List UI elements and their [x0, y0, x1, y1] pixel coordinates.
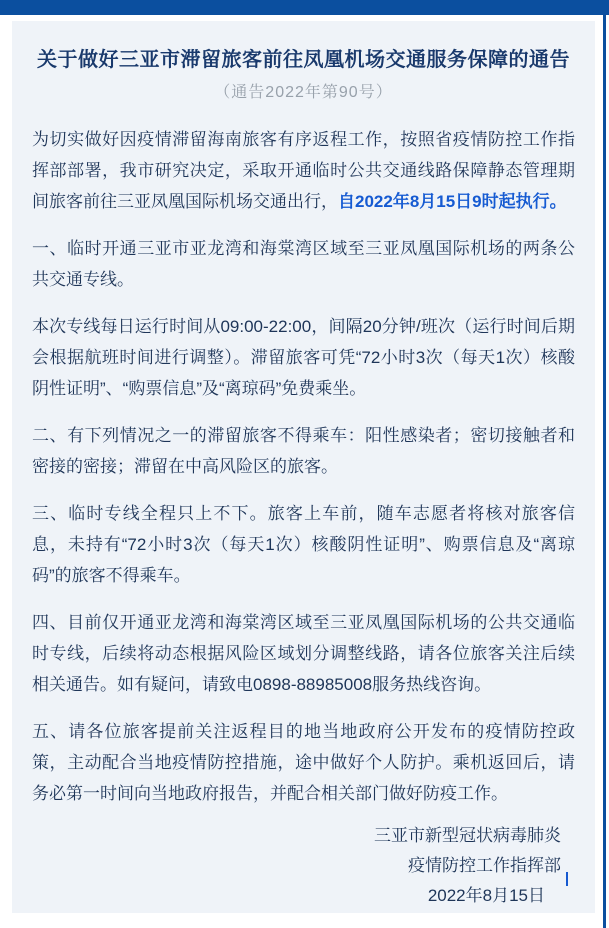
intro-paragraph — [32, 124, 575, 217]
right-border-line — [603, 15, 606, 928]
notice-card — [12, 21, 595, 913]
notice-title: 关于做好三亚市滞留旅客前往凤凰机场交通服务保障的通告 — [37, 49, 570, 71]
paragraph-item-2: 本次专线每日运行时间从09:00-22:00，间隔20分钟/班次（运行时间后期会根据航班时间进行调整）。滞留旅客可凭“72小时3次（每天1次）核酸阴性证明”、“购票信息”及“离琼码”免费乘坐。 — [32, 317, 575, 398]
signature-org-line-1: 三亚市新型冠状病毒肺炎 — [374, 826, 561, 845]
intro-text: 为切实做好因疫情滞留海南旅客有序返程工作，按照省疫情防控工作指挥部部署，我市研究决定，采取开通临时公共交通线路保障静态管理期间旅客前往三亚凤凰国际机场交通出行， — [32, 130, 575, 211]
paragraph-item-6: 五、请各位旅客提前关注返程目的地当地政府公开发布的疫情防控政策，主动配合当地疫情防控措施，途中做好个人防护。乘机返回后，请务必第一时间向当地政府报告，并配合相关部门做好防疫工作。 — [32, 722, 575, 803]
signature-block — [32, 821, 575, 911]
signature-org-line-2: 疫情防控工作指挥部 — [408, 856, 561, 875]
paragraph-item-4: 三、临时专线全程只上不下。旅客上车前，随车志愿者将核对旅客信息，未持有“72小时3次（每天1次）核酸阴性证明”、购票信息及“离琼码”的旅客不得乘车。 — [32, 504, 575, 585]
notice-body — [32, 124, 575, 809]
paragraph-item-5: 四、目前仅开通亚龙湾和海棠湾区域至三亚凤凰国际机场的公共交通临时专线，后续将动态根据风险区域划分调整线路，请各位旅客关注后续相关通告。如有疑问，请致电0898-88985008服务热线咨询。 — [32, 613, 575, 694]
paragraph-item-1: 一、临时开通三亚市亚龙湾和海棠湾区域至三亚凤凰国际机场的两条公共交通专线。 — [32, 239, 575, 289]
notice-doc-number: （通告2022年第90号） — [214, 84, 393, 101]
intro-highlight-effective-date: 自2022年8月15日9时起执行。 — [338, 192, 567, 211]
paragraph-item-3: 二、有下列情况之一的滞留旅客不得乘车：阳性感染者；密切接触者和密接的密接；滞留在中高风险区的旅客。 — [32, 426, 575, 476]
top-divider-bar — [0, 0, 609, 15]
signature-date: 2022年8月15日 — [427, 886, 545, 905]
text-cursor — [566, 872, 568, 886]
